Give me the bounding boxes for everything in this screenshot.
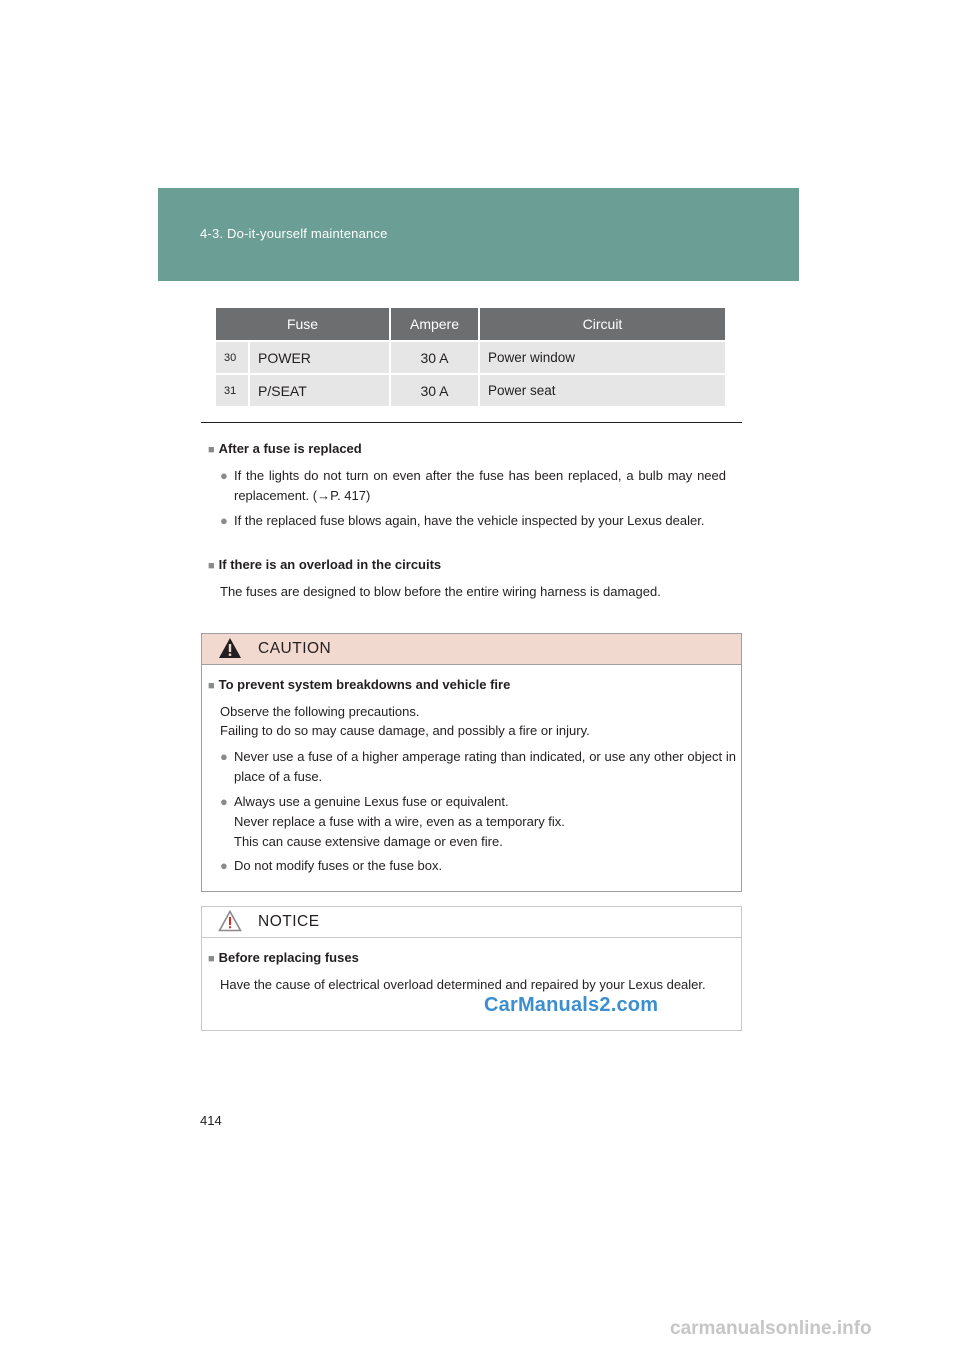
fuse-number: 31 bbox=[216, 373, 250, 406]
list-item: ● If the replaced fuse blows again, have the vehicle inspected by your Lexus dealer. bbox=[220, 511, 726, 531]
warning-triangle-outline-icon bbox=[218, 910, 242, 932]
page-number: 414 bbox=[200, 1113, 222, 1128]
list-item: ● Do not modify fuses or the fuse box. bbox=[220, 856, 736, 876]
square-bullet-icon: ■ bbox=[208, 444, 215, 456]
list-item: ● If the lights do not turn on even after the fuse has been replaced, a bulb may need replacement. (→P. 417) bbox=[220, 468, 726, 503]
fuse-circuit: Power seat bbox=[480, 373, 725, 406]
caution-intro-1: Observe the following precautions. bbox=[220, 704, 420, 719]
fuse-ampere: 30 A bbox=[391, 373, 480, 406]
column-header-circuit: Circuit bbox=[480, 308, 725, 340]
notice-text: Have the cause of electrical overload determined and repaired by your Lexus dealer. bbox=[220, 977, 706, 992]
section-title: 4-3. Do-it-yourself maintenance bbox=[200, 226, 388, 241]
notice-title: NOTICE bbox=[258, 913, 320, 930]
after-replace-heading: ■ After a fuse is replaced bbox=[208, 441, 362, 456]
column-header-fuse: Fuse bbox=[216, 308, 391, 340]
fuse-ampere: 30 A bbox=[391, 340, 480, 373]
watermark-logo: CarManuals2.com bbox=[484, 994, 659, 1016]
overload-heading: ■ If there is an overload in the circuits bbox=[208, 557, 442, 572]
notice-heading: ■ Before replacing fuses bbox=[208, 950, 359, 965]
notice-box bbox=[201, 906, 742, 1031]
table-row bbox=[216, 340, 725, 373]
divider bbox=[201, 422, 742, 423]
caution-header bbox=[202, 634, 741, 665]
overload-text: The fuses are designed to blow before the entire wiring harness is damaged. bbox=[220, 584, 661, 599]
circle-bullet-icon: ● bbox=[220, 858, 228, 873]
fuse-circuit: Power window bbox=[480, 340, 725, 373]
circle-bullet-icon: ● bbox=[220, 468, 228, 483]
caution-intro-2: Failing to do so may cause damage, and possibly a fire or injury. bbox=[220, 723, 590, 738]
caution-box bbox=[201, 633, 742, 892]
notice-header bbox=[202, 907, 741, 938]
footer-watermark: carmanualsonline.info bbox=[670, 1318, 872, 1339]
circle-bullet-icon: ● bbox=[220, 749, 228, 764]
square-bullet-icon: ■ bbox=[208, 680, 215, 692]
table-header-row bbox=[216, 308, 725, 340]
caution-heading: ■ To prevent system breakdowns and vehicle fire bbox=[208, 677, 511, 692]
caution-title: CAUTION bbox=[258, 640, 332, 657]
list-item: ● Always use a genuine Lexus fuse or equivalent. Never replace a fuse with a wire, even as a temporary fix. This can cause extensive damage or even fire. bbox=[220, 794, 565, 849]
fuse-table bbox=[216, 308, 725, 406]
circle-bullet-icon: ● bbox=[220, 794, 228, 809]
fuse-number: 30 bbox=[216, 340, 250, 373]
square-bullet-icon: ■ bbox=[208, 953, 215, 965]
fuse-name: P/SEAT bbox=[250, 373, 391, 406]
list-item: ● Never use a fuse of a higher amperage rating than indicated, or use any other object in place of a fuse. bbox=[220, 749, 736, 784]
square-bullet-icon: ■ bbox=[208, 560, 215, 572]
warning-triangle-icon bbox=[218, 637, 242, 659]
fuse-name: POWER bbox=[250, 340, 391, 373]
column-header-ampere: Ampere bbox=[391, 308, 480, 340]
table-row bbox=[216, 373, 725, 406]
circle-bullet-icon: ● bbox=[220, 513, 228, 528]
section-header-bar bbox=[158, 188, 799, 281]
